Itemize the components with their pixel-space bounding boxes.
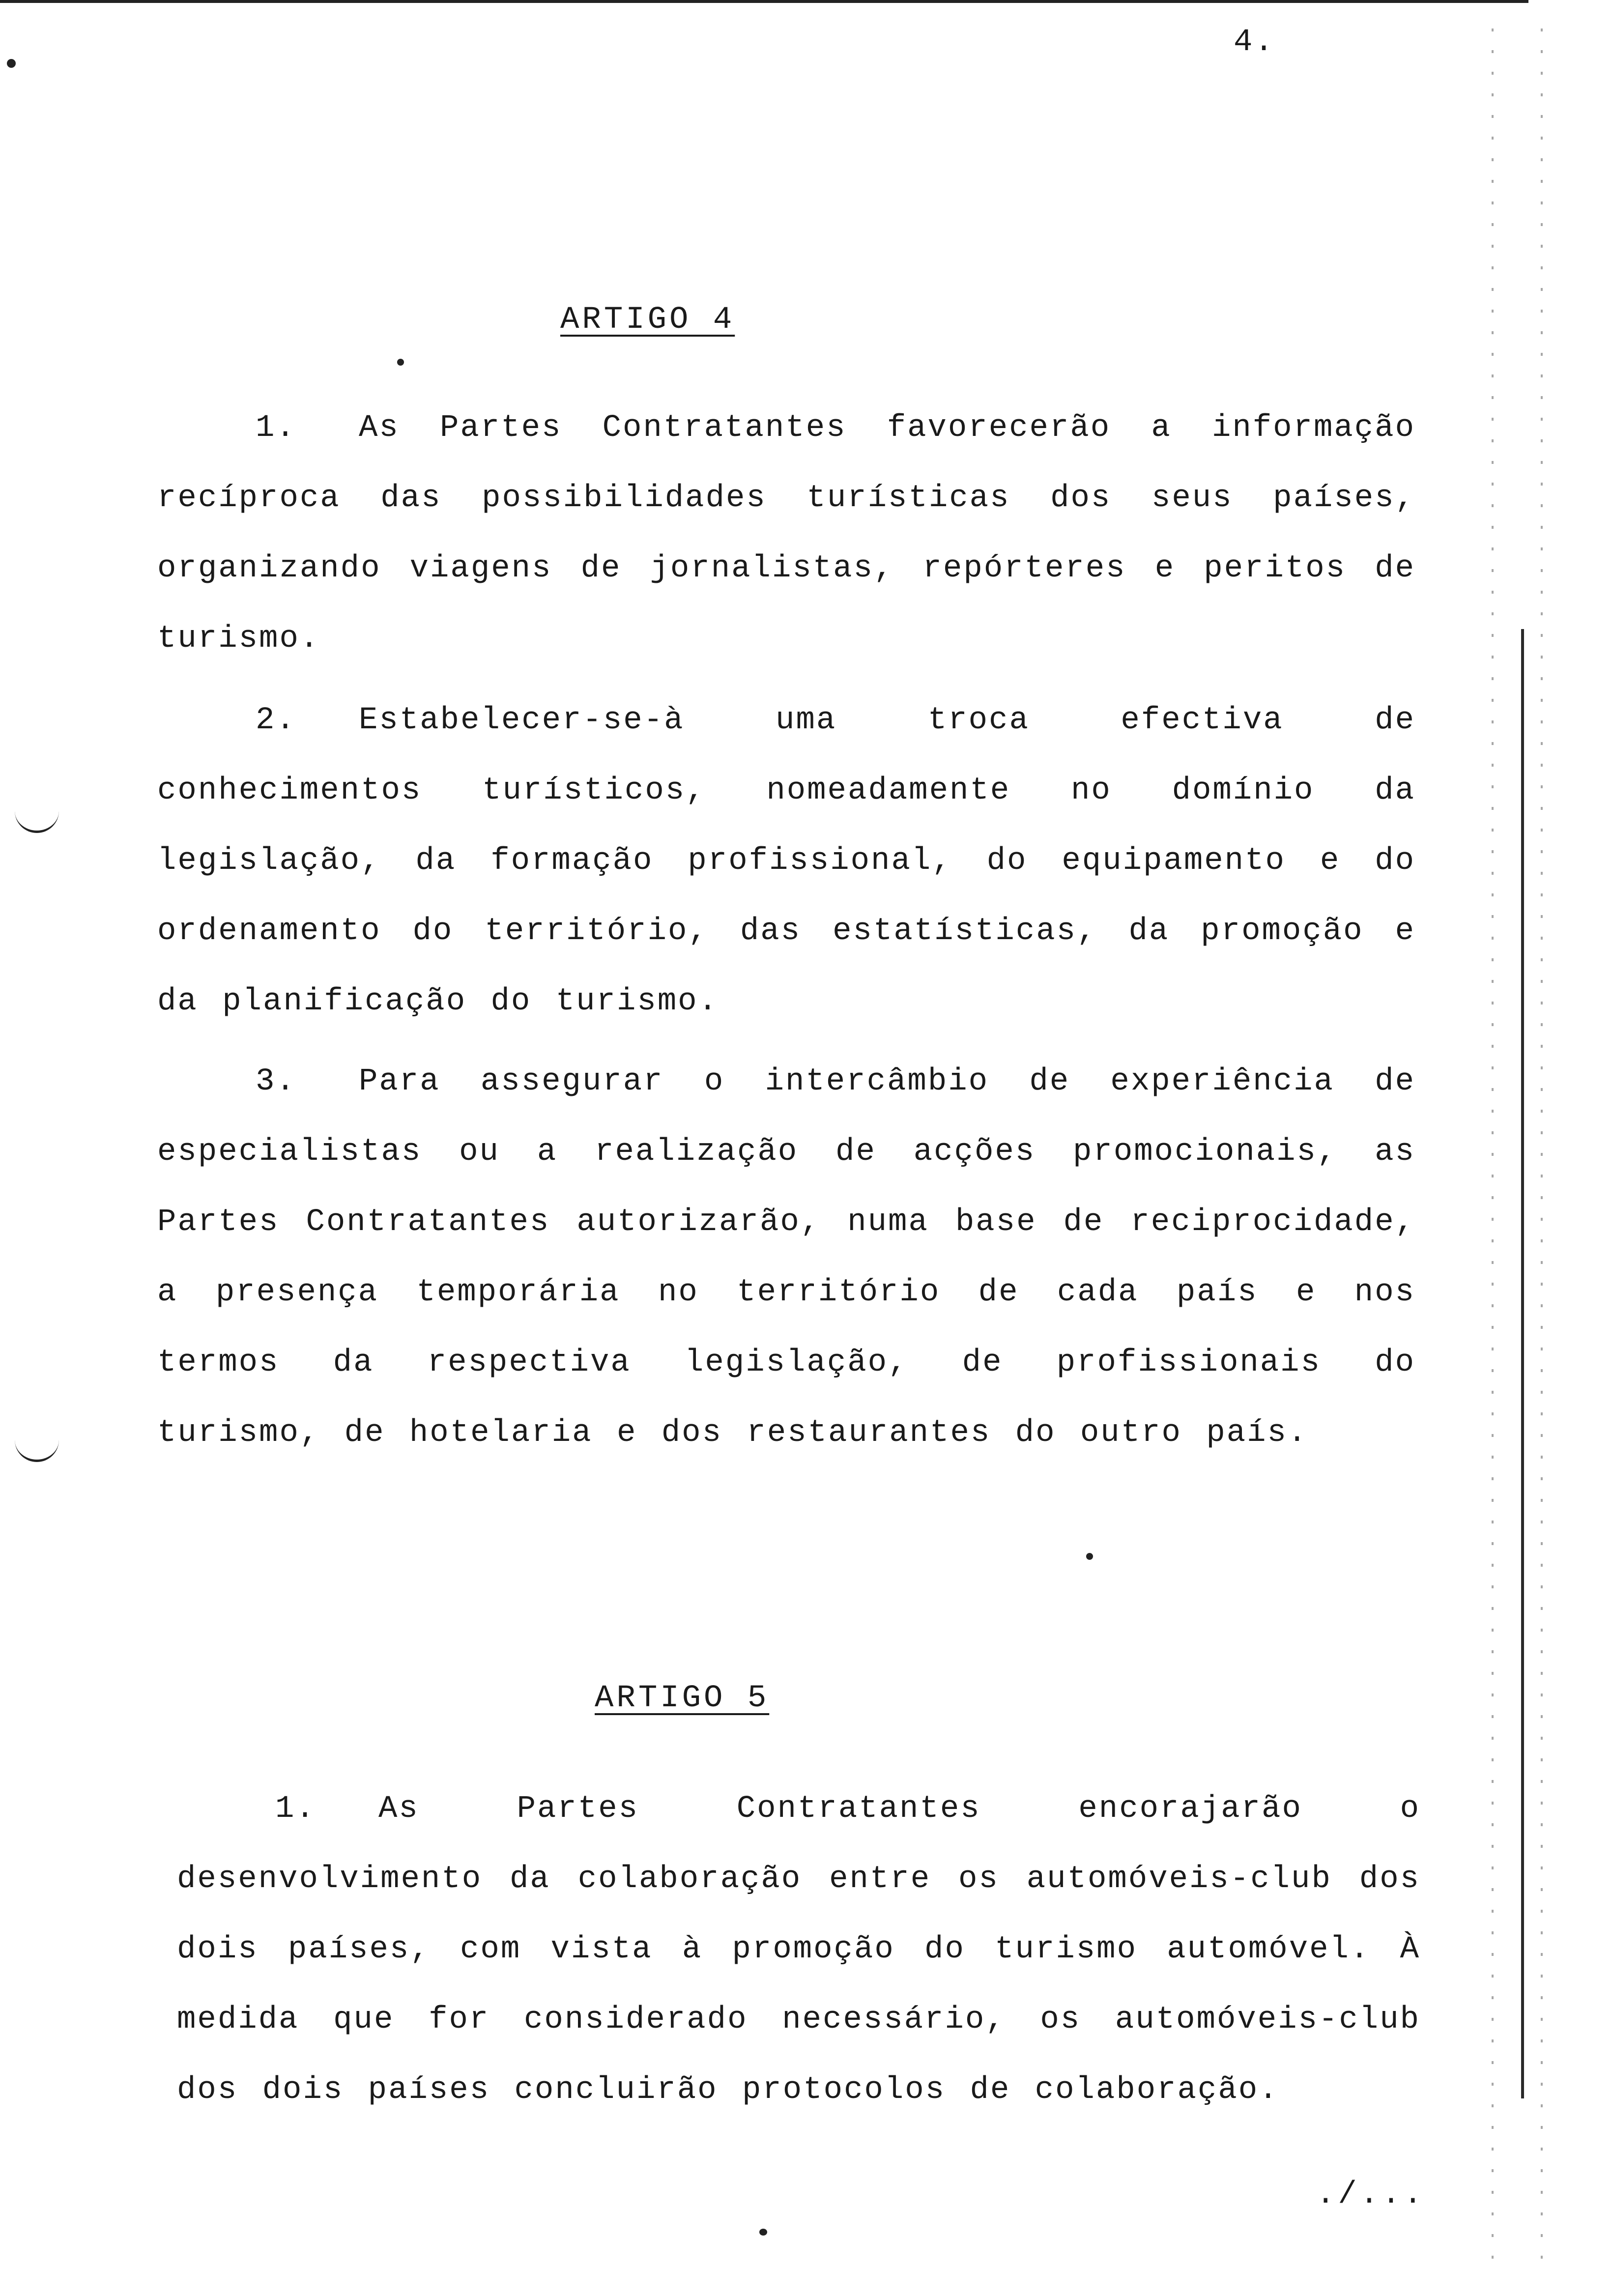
scan-mark bbox=[15, 1435, 59, 1462]
paragraph-number: 2. bbox=[256, 703, 296, 738]
article-4-paragraph-3 bbox=[157, 1047, 1415, 1468]
paragraph-number: 1. bbox=[275, 1791, 316, 1827]
article-4-title: ARTIGO 4 bbox=[560, 302, 735, 338]
article-4-paragraph-2 bbox=[157, 686, 1415, 1037]
article-5-title: ARTIGO 5 bbox=[595, 1681, 770, 1716]
scan-speck bbox=[7, 59, 16, 68]
paragraph-text: Para assegurar o intercâmbio de experiência de especialistas ou a realização de acções promocionais, as Partes Contratantes autorizarão, numa base de reciprocidade, a presença temporária no território de cada país e nos termos da respectiva legislação, de profissionais do turismo, de hotelaria e dos restaurantes do outro país. bbox=[157, 1064, 1415, 1451]
continuation-mark: ./... bbox=[1316, 2177, 1425, 2212]
article-4-paragraph-1 bbox=[157, 393, 1415, 674]
paragraph-text: Estabelecer-se-à uma troca efectiva de conhecimentos turísticos, nomeadamente no domínio da legislação, da formação profissional, do equipamento e do ordenamento do território, das estatísticas, da promoção e da planificação do turismo. bbox=[157, 703, 1415, 1019]
scan-speck bbox=[1086, 1553, 1093, 1560]
top-border-line bbox=[0, 0, 1528, 3]
paragraph-number: 3. bbox=[256, 1064, 296, 1099]
paragraph-text: As Partes Contratantes favorecerão a informação recíproca das possibilidades turísticas dos seus países, organizando viagens de jornalistas, repórteres e peritos de turismo. bbox=[157, 410, 1415, 657]
scan-speck bbox=[759, 2229, 767, 2236]
paragraph-number: 1. bbox=[256, 410, 296, 446]
article-5-paragraph-1 bbox=[177, 1774, 1420, 2125]
scan-speck bbox=[397, 359, 404, 366]
scan-margin-artifact bbox=[1487, 10, 1585, 2270]
page-number: 4. bbox=[1234, 25, 1275, 60]
scan-mark bbox=[15, 806, 59, 833]
scan-margin-line bbox=[1521, 629, 1524, 2098]
paragraph-text: As Partes Contratantes encorajarão o desenvolvimento da colaboração entre os automóveis-club dos dois países, com vista à promoção do turismo automóvel. À medida que for considerado necessário, os automóveis-club dos dois países concluirão protocolos de colaboração. bbox=[177, 1791, 1420, 2108]
